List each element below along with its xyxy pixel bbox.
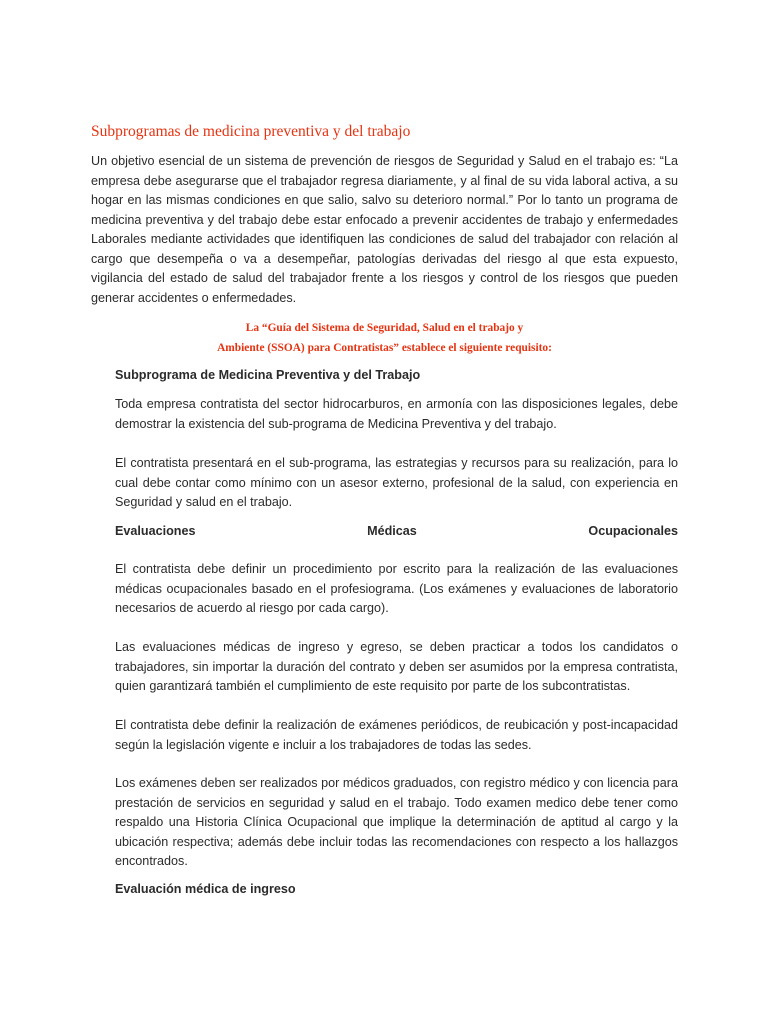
paragraph-procedure: El contratista debe definir un procedimiento por escrito para la realización de las evaluaciones médicas ocupacionales basado en el profesiograma. (Los exámenes y evaluaciones de laboratorio necesarios de acuerdo al riesgo por cada cargo). bbox=[115, 562, 678, 615]
paragraph-physicians: Los exámenes deben ser realizados por médicos graduados, con registro médico y con licencia para prestación de servicios en seguridad y salud en el trabajo. Todo examen medico debe tener como respaldo una Historia Clínica Ocupacional que implique la determinación de aptitud al cargo y la ubicación respectiva; además debe incluir todas las recomendaciones con respecto a los hallazgos encontrados. bbox=[115, 776, 678, 868]
paragraph-periodic: El contratista debe definir la realización de exámenes periódicos, de reubicación y post-incapacidad según la legislación vigente e incluir a los trabajadores de todas las sedes. bbox=[115, 718, 678, 752]
entry-evaluation-heading: Evaluación médica de ingreso bbox=[115, 882, 296, 896]
evaluations-heading bbox=[115, 522, 678, 542]
intro-paragraph: Un objetivo esencial de un sistema de prevención de riesgos de Seguridad y Salud en el trabajo es: “La empresa debe asegurarse que el trabajador regresa diariamente, y al final de su vida laboral activa, a su hogar en las mismas condiciones en que salio, salvo su deterioro normal.” Por lo tanto un programa de medicina preventiva y del trabajo debe estar enfocado a prevenir accidentes de trabajo y enfermedades Laborales mediante actividades que identifiquen las condiciones de salud del trabajador con relación al cargo que desempeña o va a desempeñar, patologías derivadas del riesgo al que esta expuesto, vigilancia del estado de salud del trabajador frente a los riesgos y control de los riesgos que pueden generar accidentes o enfermedades. bbox=[91, 154, 678, 305]
paragraph-requirement: Toda empresa contratista del sector hidrocarburos, en armonía con las disposiciones legales, debe demostrar la existencia del sub-programa de Medicina Preventiva y del trabajo. bbox=[115, 397, 678, 431]
guide-quote bbox=[91, 318, 678, 358]
subprogram-heading: Subprograma de Medicina Preventiva y del Trabajo bbox=[115, 368, 421, 382]
guide-quote-line-2: Ambiente (SSOA) para Contratistas” establece el siguiente requisito: bbox=[217, 342, 552, 354]
evaluations-heading-word-1: Evaluaciones bbox=[115, 524, 196, 538]
paragraph-strategies: El contratista presentará en el sub-programa, las estrategias y recursos para su realización, para lo cual debe contar como mínimo con un asesor externo, profesional de la salud, con experiencia en Seguridad y salud en el trabajo. bbox=[115, 456, 678, 509]
evaluations-heading-word-2: Médicas bbox=[367, 524, 417, 538]
evaluations-heading-word-3: Ocupacionales bbox=[588, 524, 678, 538]
paragraph-entry-exit: Las evaluaciones médicas de ingreso y egreso, se deben practicar a todos los candidatos o trabajadores, sin importar la duración del contrato y deben ser asumidos por la empresa contratista, quien garantizará también el cumplimiento de este requisito por parte de los subcontratistas. bbox=[115, 640, 678, 693]
page-title: Subprogramas de medicina preventiva y del trabajo bbox=[91, 123, 411, 140]
guide-quote-line-1: La “Guía del Sistema de Seguridad, Salud en el trabajo y bbox=[245, 322, 524, 334]
